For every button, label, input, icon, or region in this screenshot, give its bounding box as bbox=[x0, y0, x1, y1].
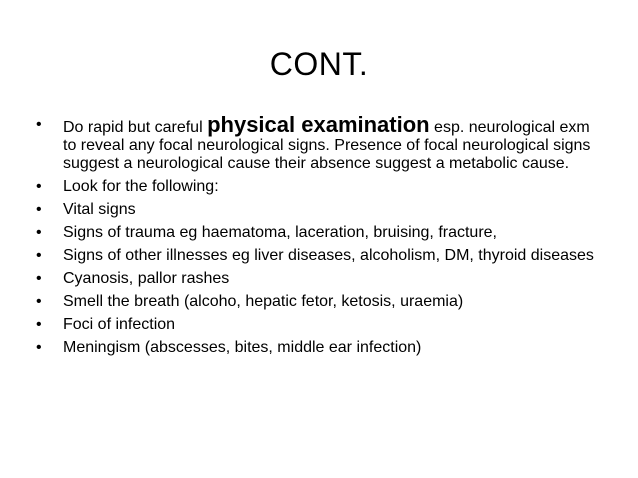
bullet-text: Signs of trauma eg haematoma, laceration, bruising, fracture, bbox=[63, 224, 497, 241]
bullet-text: Signs of other illnesses eg liver diseases, alcoholism, DM, thyroid diseases bbox=[63, 247, 594, 264]
list-item bbox=[36, 270, 596, 288]
list-item bbox=[36, 247, 596, 265]
bullet-text-before: Do rapid but careful bbox=[63, 119, 208, 136]
bullet-text: Smell the breath (alcoho, hepatic fetor, ketosis, uraemia) bbox=[63, 293, 464, 310]
bullet-icon: • bbox=[36, 293, 42, 310]
bullet-text: Vital signs bbox=[63, 201, 136, 218]
list-item bbox=[36, 293, 596, 311]
bullet-icon: • bbox=[36, 224, 42, 241]
bullet-icon: • bbox=[36, 116, 42, 133]
bullet-icon: • bbox=[36, 247, 42, 264]
bullet-text-emphasis: physical examination bbox=[207, 112, 430, 137]
list-item-physical-examination bbox=[36, 112, 596, 173]
bullet-icon: • bbox=[36, 316, 42, 333]
list-item bbox=[36, 339, 596, 357]
list-item bbox=[36, 178, 596, 196]
bullet-icon: • bbox=[36, 270, 42, 287]
bullet-icon: • bbox=[36, 339, 42, 356]
bullet-icon: • bbox=[36, 178, 42, 195]
list-item bbox=[36, 316, 596, 334]
bullet-text: Look for the following: bbox=[63, 178, 219, 195]
list-item bbox=[36, 224, 596, 242]
bullet-icon: • bbox=[36, 201, 42, 218]
slide-title: CONT. bbox=[269, 46, 369, 82]
bullet-text-after: esp. neurological exm to reveal any focal neurological signs. Presence of focal neurological signs suggest a neurological cause their absence suggest a metabolic cause. bbox=[63, 119, 591, 172]
bullet-text: Cyanosis, pallor rashes bbox=[63, 270, 230, 287]
bullet-text: Foci of infection bbox=[63, 316, 176, 333]
bullet-list bbox=[36, 112, 596, 362]
list-item bbox=[36, 201, 596, 219]
bullet-text: Meningism (abscesses, bites, middle ear infection) bbox=[63, 339, 422, 356]
